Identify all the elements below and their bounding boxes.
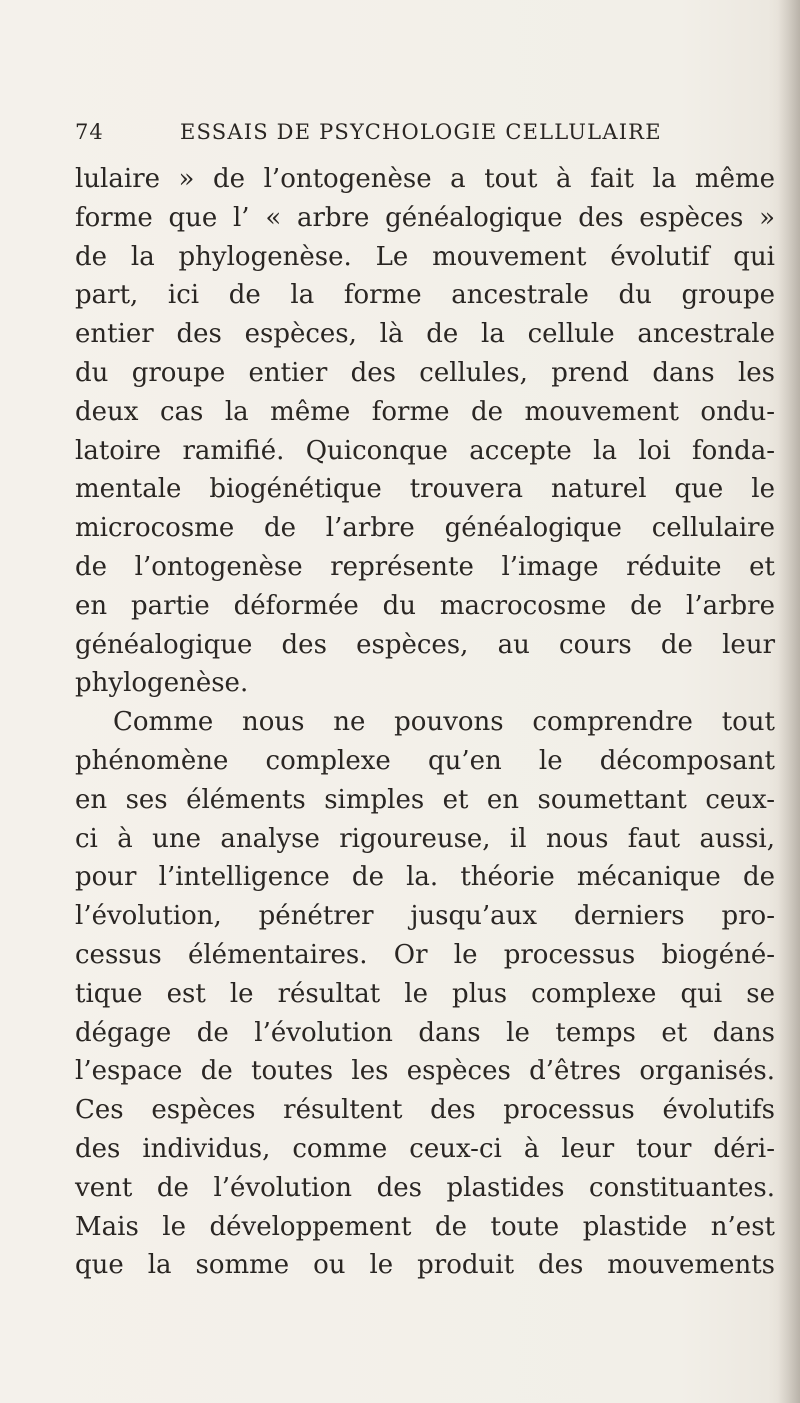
text-line: des individus, comme ceux-ci à leur tour déri- <box>75 1133 775 1164</box>
text-line: que la somme ou le produit des mouvements <box>75 1250 775 1281</box>
text-line: de la phylogenèse. Le mouvement évolutif qui <box>75 241 775 272</box>
body-text <box>75 160 775 1285</box>
text-line: latoire ramifié. Quiconque accepte la loi fonda- <box>75 435 775 466</box>
text-line: Mais le développement de toute plastide n’est <box>75 1211 775 1242</box>
text-line: phénomène complexe qu’en le décomposant <box>75 745 775 776</box>
text-line: mentale biogénétique trouvera naturel que le <box>75 474 775 505</box>
text-line: en partie déformée du macrocosme de l’arbre <box>75 590 775 621</box>
paragraph-start-line: Comme nous ne pouvons comprendre tout <box>113 707 775 738</box>
running-title: ESSAIS DE PSYCHOLOGIE CELLULAIRE <box>180 120 662 144</box>
text-line: vent de l’évolution des plastides constituantes. <box>75 1172 775 1203</box>
text-line: généalogique des espèces, au cours de leur <box>75 629 775 660</box>
text-line: l’espace de toutes les espèces d’êtres organisés. <box>75 1056 775 1087</box>
page-edge-shadow <box>778 0 800 1403</box>
text-line: lulaire » de l’ontogenèse a tout à fait la même <box>75 164 775 194</box>
text-line: dégage de l’évolution dans le temps et dans <box>75 1017 775 1048</box>
text-line: l’évolution, pénétrer jusqu’aux derniers pro- <box>75 901 775 932</box>
text-line: du groupe entier des cellules, prend dans les <box>75 357 775 388</box>
text-line: phylogenèse. <box>75 668 249 699</box>
page-number: 74 <box>75 120 104 144</box>
text-line: de l’ontogenèse représente l’image réduite et <box>75 551 775 582</box>
text-line: microcosme de l’arbre généalogique cellulaire <box>75 513 775 544</box>
text-line: deux cas la même forme de mouvement ondu- <box>75 396 775 427</box>
text-line: forme que l’ « arbre généalogique des espèces » <box>75 202 775 233</box>
text-line: pour l’intelligence de la. théorie mécanique de <box>75 862 775 893</box>
text-line: entier des espèces, là de la cellule ancestrale <box>75 319 775 350</box>
running-head <box>75 120 715 154</box>
text-line: tique est le résultat le plus complexe qui se <box>75 978 775 1009</box>
text-line: part, ici de la forme ancestrale du groupe <box>75 280 775 311</box>
text-line: Ces espèces résultent des processus évolutifs <box>75 1095 775 1126</box>
text-line: ci à une analyse rigoureuse, il nous faut aussi, <box>75 823 775 854</box>
text-line: cessus élémentaires. Or le processus biogéné- <box>75 939 775 970</box>
text-line: en ses éléments simples et en soumettant ceux- <box>75 784 775 815</box>
